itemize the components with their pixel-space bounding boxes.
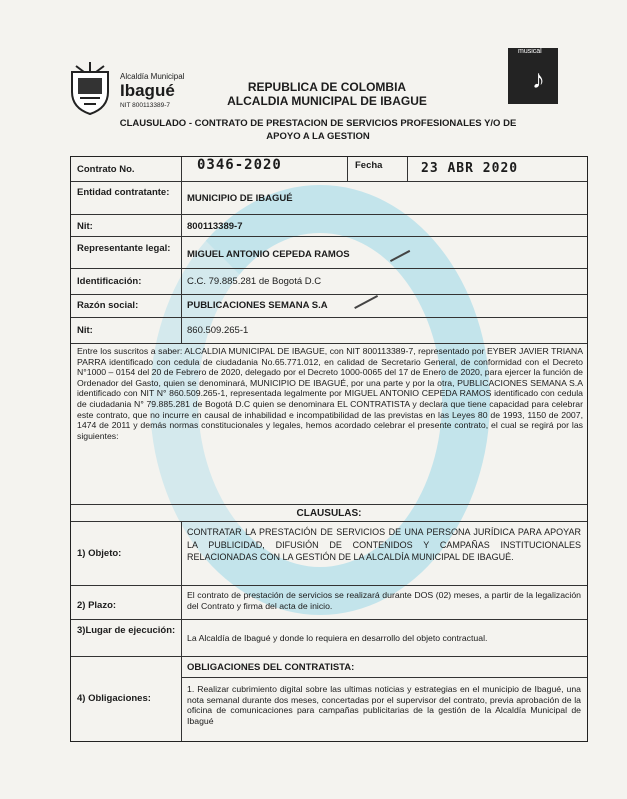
municipality-small-label: Alcaldía Municipal [120,72,185,81]
nit2-label: Nit: [77,325,93,336]
page-title-line1: REPUBLICA DE COLOMBIA [247,80,407,94]
document-type [118,117,518,143]
identificacion-label: Identificación: [77,276,142,287]
nit-value: 800113389-7 [187,221,243,232]
plazo-value: El contrato de prestación de servicios se realizará durante DOS (02) meses, a partir de la legalización del Contrato y firma del acta de inicio. [187,590,581,611]
obligaciones-label: 4) Obligaciones: [77,693,151,704]
document-type-line1: CLAUSULADO - CONTRATO DE PRESTACION DE SERVICIOS PROFESIONALES Y/O DE [119,118,517,129]
municipality-name: Ibagué [120,81,175,100]
clausulas-title: CLAUSULAS: [296,508,362,519]
lugar-value: La Alcaldía de Ibagué y donde lo requiera en desarrollo del objeto contractual. [187,633,488,643]
contract-intro-paragraph: Entre los suscritos a saber: ALCALDIA MUNICIPAL DE IBAGUE, con NIT 800113389-7, representado por EYBER JAVIER TRIANA PARRA identificado con cedula de ciudadania No.65.771.012, en calidad de Secretario General, de conformidad con el Decreto N°1000 – 0154 del 20 de Febrero de 2020, delegado por el Decreto 1000-0065 del 17 de Enero de 2020, para ejercer la función de Ordenador del Gasto, quien se denominará, MUNICIPIO DE IBAGUÉ, por una parte y por la otra, PUBLICACIONES SEMANA S.A identificado con NIT N° 860.509.265-1, representada legalmente por MIGUEL ANTONIO CEPEDA RAMOS identificado con cedula de ciudadania N° 79.885.281 de Bogotá D.C quien se denominara EL CONTRATISTA y declara que tiene capacidad para celebrar este contrato, que no incurre en causal de inhabilidad e incompatibilidad de las previstas en las Leyes 80 de 1993, 1150 de 2007, 1474 de 2011 y demás normas constitucionales y legales, hemos acordado celebrar el presente contrato, el cual se regirá por las siguientes: [77,346,583,441]
representante-label: Representante legal: [77,243,171,254]
page-title-line2: ALCALDIA MUNICIPAL DE IBAGUE [227,94,427,108]
fecha-label: Fecha [355,160,383,171]
contract-table [70,156,588,742]
obligaciones-title: OBLIGACIONES DEL CONTRATISTA: [187,662,355,673]
entidad-label: Entidad contratante: [77,187,170,198]
razon-social-value: PUBLICACIONES SEMANA S.A [187,300,328,311]
right-logo-tag: musical [518,48,542,55]
objeto-label: 1) Objeto: [77,548,122,559]
contrato-value: 0346-2020 [197,157,282,173]
razon-social-label: Razón social: [77,300,139,311]
plazo-label: 2) Plazo: [77,600,117,611]
identificacion-value: C.C. 79.885.281 de Bogotá D.C [187,276,322,287]
municipality-nit: NIT 800113389-7 [120,102,170,109]
nit2-value: 860.509.265-1 [187,325,249,336]
obligaciones-item-1: 1. Realizar cubrimiento digital sobre las ultimas noticias y estrategias en el municipio de Ibagué, una nota semanal durante dos meses, concertadas por el supervisor del contrato, previa aprobación de la oficina de comunicaciones para campañas publicitarias de la gestión de la Alcaldía Municipal de Ibagué [187,684,581,726]
nit-label: Nit: [77,221,93,232]
objeto-value: CONTRATAR LA PRESTACIÓN DE SERVICIOS DE UNA PERSONA JURÍDICA PARA APOYAR LA PUBLICIDAD, DIFUSIÓN DE CONTENIDOS Y CAMPAÑAS INSTITUCIONALES RELACIONADAS CON LA GESTIÓN DE LA ALCALDÍA MUNICIPAL DE IBAGUÉ. [187,527,581,562]
contrato-label: Contrato No. [77,164,135,175]
document-type-line2: APOYO A LA GESTION [266,131,370,142]
representante-value: MIGUEL ANTONIO CEPEDA RAMOS [187,249,350,260]
lugar-label: 3)Lugar de ejecución: [77,625,176,636]
entidad-value: MUNICIPIO DE IBAGUÉ [187,193,293,204]
fecha-value: 23 ABR 2020 [421,161,519,176]
music-note-icon [508,48,558,104]
municipal-shield-icon [66,62,114,116]
note-glyph: ♪ [532,64,545,94]
